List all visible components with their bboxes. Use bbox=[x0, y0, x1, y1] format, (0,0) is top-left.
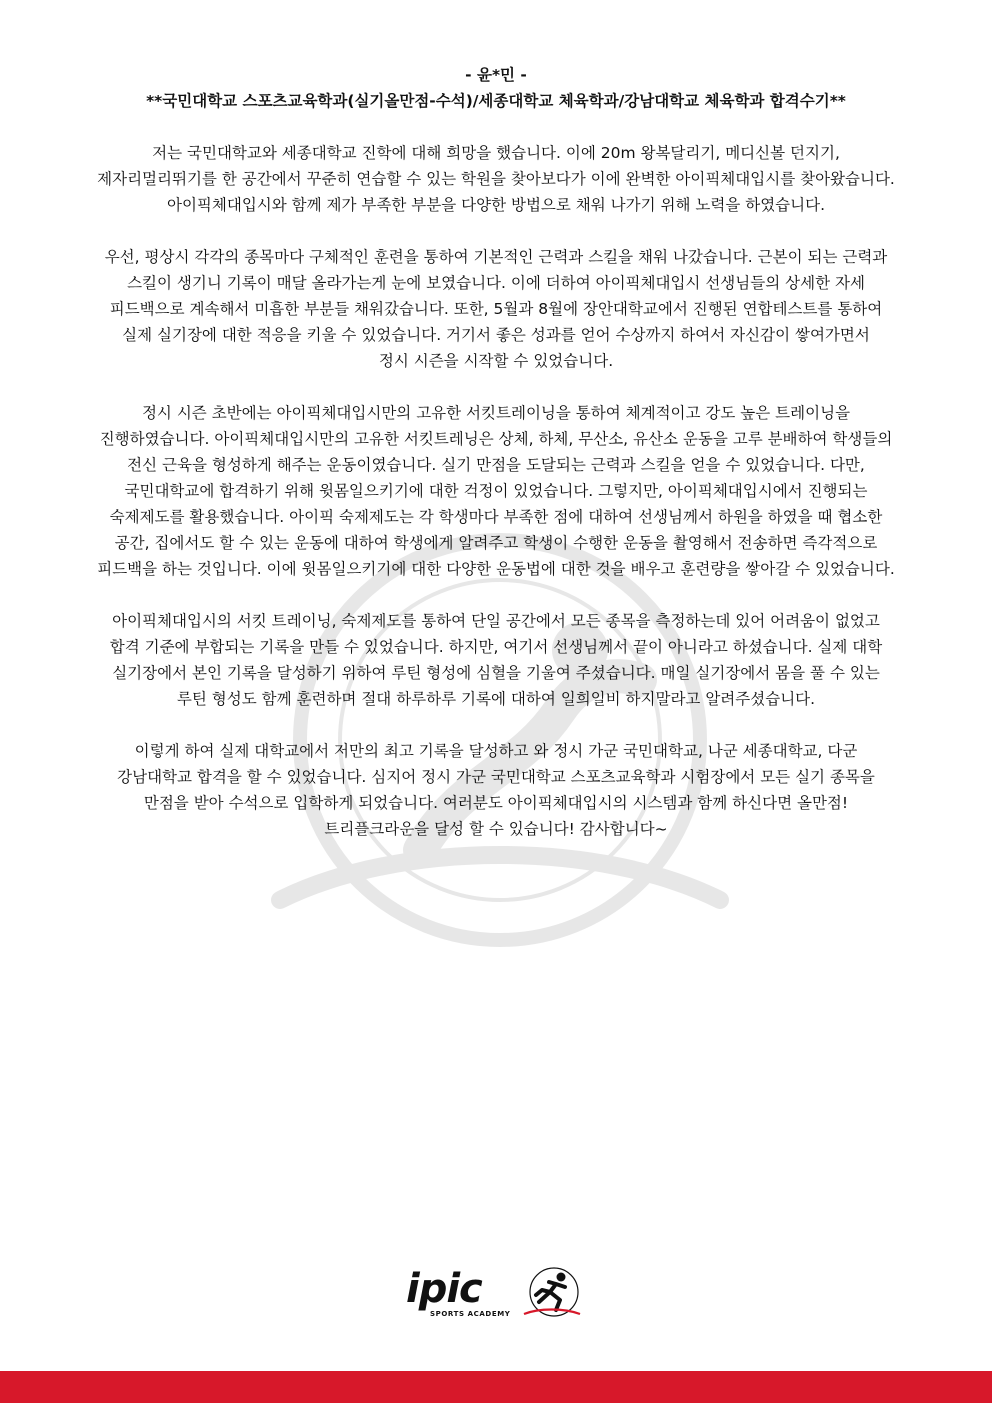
text-line: 실기장에서 본인 기록을 달성하기 위하여 루틴 형성에 심혈을 기울여 주셨습니다. 매일 실기장에서 몸을 풀 수 있는 bbox=[112, 664, 880, 682]
text-line: 숙제제도를 활용했습니다. 아이픽 숙제제도는 각 학생마다 부족한 점에 대하여 선생님께서 하원을 하였을 때 협소한 bbox=[109, 508, 883, 526]
text-line: 트리플크라운을 달성 할 수 있습니다! 감사합니다~ bbox=[324, 820, 668, 838]
document-title: **국민대학교 스포츠교육학과(실기올만점-수석)/세종대학교 체육학과/강남대학교 체육학과 합격수기** bbox=[146, 92, 846, 110]
paragraph-routine bbox=[40, 608, 952, 712]
logo-tagline: SPORTS ACADEMY bbox=[430, 1310, 511, 1318]
text-line: 피드백으로 계속해서 미흡한 부분들 채워갔습니다. 또한, 5월과 8월에 장안대학교에서 진행된 연합테스트를 통하여 bbox=[109, 300, 883, 318]
text-line: 우선, 평상시 각각의 종목마다 구체적인 훈련을 통하여 기본적인 근력과 스킬을 채워 나갔습니다. 근본이 되는 근력과 bbox=[104, 248, 888, 266]
text-line: 저는 국민대학교와 세종대학교 진학에 대해 희망을 했습니다. 이에 20m 왕복달리기, 메디신볼 던지기, bbox=[152, 144, 840, 162]
text-line: 공간, 집에서도 할 수 있는 운동에 대하여 학생에게 알려주고 학생이 수행한 운동을 촬영해서 전송하면 즉각적으로 bbox=[114, 534, 878, 552]
footer-red-bar bbox=[0, 1371, 992, 1403]
author-name: - 윤*민 - bbox=[465, 66, 527, 84]
text-line: 피드백을 하는 것입니다. 이에 윗몸일으키기에 대한 다양한 운동법에 대한 것을 배우고 훈련량을 쌓아갈 수 있었습니다. bbox=[97, 560, 895, 578]
text-line: 이렇게 하여 실제 대학교에서 저만의 최고 기록을 달성하고 와 정시 가군 국민대학교, 나군 세종대학교, 다군 bbox=[134, 742, 858, 760]
text-line: 합격 기준에 부합되는 기록을 만들 수 있었습니다. 하지만, 여기서 선생님께서 끝이 아니라고 하셨습니다. 실제 대학 bbox=[109, 638, 883, 656]
paragraph-training bbox=[40, 244, 952, 374]
text-line: 스킬이 생기니 기록이 매달 올라가는게 눈에 보였습니다. 이에 더하여 아이픽체대입시 선생님들의 상세한 자세 bbox=[127, 274, 865, 292]
paragraph-circuit bbox=[40, 400, 952, 582]
text-line: 전신 근육을 형성하게 해주는 운동이였습니다. 실기 만점을 도달되는 근력과 스킬을 얻을 수 있었습니다. 다만, bbox=[127, 456, 865, 474]
text-line: 정시 시즌을 시작할 수 있었습니다. bbox=[378, 352, 614, 370]
text-line: 아이픽체대입시의 서킷 트레이닝, 숙제제도를 통하여 단일 공간에서 모든 종목을 측정하는데 있어 어려움이 없었고 bbox=[112, 612, 880, 630]
ipic-logo bbox=[404, 1262, 590, 1326]
text-line: 국민대학교에 합격하기 위해 윗몸일으키기에 대한 걱정이 있었습니다. 그렇지만, 아이픽체대입시에서 진행되는 bbox=[124, 482, 868, 500]
text-line: 실제 실기장에 대한 적응을 키울 수 있었습니다. 거기서 좋은 성과를 얻어 수상까지 하여서 자신감이 쌓여가면서 bbox=[122, 326, 870, 344]
text-line: 강남대학교 합격을 할 수 있었습니다. 심지어 정시 가군 국민대학교 스포츠교육학과 시험장에서 모든 실기 종목을 bbox=[117, 768, 875, 786]
text-line: 아이픽체대입시와 함께 제가 부족한 부분을 다양한 방법으로 채워 나가기 위해 노력을 하였습니다. bbox=[166, 196, 826, 214]
testimonial-document bbox=[40, 62, 952, 868]
text-line: 정시 시즌 초반에는 아이픽체대입시만의 고유한 서킷트레이닝을 통하여 체계적이고 강도 높은 트레이닝을 bbox=[141, 404, 851, 422]
paragraph-result bbox=[40, 738, 952, 842]
paragraph-intro bbox=[40, 140, 952, 218]
text-line: 제자리멀리뛰기를 한 공간에서 꾸준히 연습할 수 있는 학원을 찾아보다가 이에 완벽한 아이픽체대입시를 찾아왔습니다. bbox=[97, 170, 895, 188]
text-line: 루틴 형성도 함께 훈련하며 절대 하루하루 기록에 대하여 일희일비 하지말라고 알려주셨습니다. bbox=[176, 690, 816, 708]
text-line: 만점을 받아 수석으로 입학하게 되었습니다. 여러분도 아이픽체대입시의 시스템과 함께 하신다면 올만점! bbox=[143, 794, 849, 812]
logo-wordmark: ipic bbox=[406, 1266, 482, 1312]
text-line: 진행하였습니다. 아이픽체대입시만의 고유한 서킷트레닝은 상체, 하체, 무산소, 유산소 운동을 고루 분배하여 학생들의 bbox=[99, 430, 893, 448]
